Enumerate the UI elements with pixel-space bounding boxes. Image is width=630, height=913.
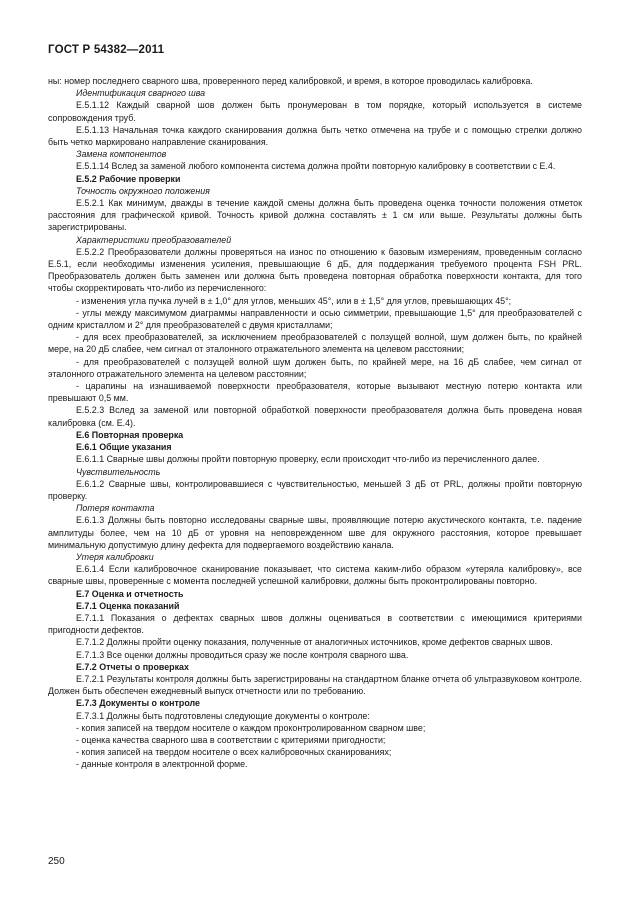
paragraph: Е.6.1.4 Если калибровочное сканирование показывает, что система каким-либо образом «утеряла калибровку», все сварные швы, проверенные с момента последней успешной калибровки, должны быть проконтролированы повторно. — [48, 564, 582, 587]
section-heading: Е.7.1 Оценка показаний — [76, 600, 180, 611]
paragraph: Е.5.2.3 Вслед за заменой или повторной обработкой поверхности преобразователя должна быть проведена новая калибровка (см. Е.4). — [48, 405, 582, 428]
paragraph: - для преобразователей с ползущей волной шум должен быть, по крайней мере, на 16 дБ слабее, чем сигнал от эталонного отражательного элемента на целевом расстоянии; — [48, 356, 582, 379]
section-heading: Е.6 Повторная проверка — [76, 429, 184, 440]
paragraph: Е.6.1.1 Сварные швы должны пройти повторную проверку, если происходит что-либо из перечисленного далее. — [76, 454, 540, 465]
paragraph: - для всех преобразователей, за исключением преобразователей с ползущей волной, шум должен быть, по крайней мере, на 20 дБ слабее, чем сигнал от эталонного отражательного элемента на целевом расстоянии; — [48, 332, 582, 355]
paragraph: Е.5.2.1 Как минимум, дважды в течение каждой смены должна быть проведена оценка точности положения отметок расстояния для графической кривой. Точность кривой должна составлять ± 1 см или выше. Результаты должны быть зарегистрированы. — [48, 198, 582, 233]
paragraph: - копия записей на твердом носителе о каждом проконтролированном сварном шве; — [76, 722, 426, 733]
subsection-title: Потеря контакта — [76, 503, 155, 514]
paragraph: Е.7.1.2 Должны пройти оценку показания, полученные от аналогичных источников, кроме дефектов сварных швов. — [76, 637, 553, 648]
paragraph: Е.5.1.12 Каждый сварной шов должен быть пронумерован в том порядке, который используется в системе сопровождения труб. — [48, 100, 582, 123]
section-heading: Е.5.2 Рабочие проверки — [76, 173, 181, 184]
paragraph: Е.7.1.3 Все оценки должны проводиться сразу же после контроля сварного шва. — [76, 649, 409, 660]
paragraph: - изменения угла пучка лучей в ± 1,0° для углов, меньших 45°, или в ± 1,5° для углов, превышающих 45°; — [76, 295, 512, 306]
page-header-title: ГОСТ Р 54382—2011 — [48, 44, 165, 56]
section-heading: Е.7.3 Документы о контроле — [76, 698, 200, 709]
paragraph: Е.5.2.2 Преобразователи должны проверяться на износ по отношению к базовым измерениям, проведенным согласно Е.5.1, если необходимы изменения усиления, превышающие 6 дБ, для поддержания требуемого процента FSH PRL. Преобразователь должен быть заменен или должна быть проведена повторная обработка поверхности контакта, для того чтобы скорректировать что-либо из перечисленного: — [48, 246, 582, 294]
paragraph: Е.7.3.1 Должны быть подготовлены следующие документы о контроле: — [76, 710, 370, 721]
subsection-title: Чувствительность — [76, 466, 161, 477]
paragraph: ны: номер последнего сварного шва, проверенного перед калибровкой, и время, в которое проводилась калибровка. — [48, 76, 533, 86]
paragraph: - копия записей на твердом носителе о всех калибровочных сканированиях; — [76, 747, 392, 758]
section-heading: Е.7 Оценка и отчетность — [76, 588, 184, 599]
document-body — [48, 75, 582, 771]
paragraph: - данные контроля в электронной форме. — [76, 759, 248, 770]
paragraph: - царапины на изнашиваемой поверхности преобразователя, которые вызывают местную потерю контакта или превышают 0,5 мм. — [48, 381, 582, 404]
paragraph: - углы между максимумом диаграммы направленности и осью симметрии, превышающие 1,5° для преобразователей с одним кристаллом и 2° для преобразователей с двумя кристаллами; — [48, 307, 582, 331]
paragraph: Е.5.1.14 Вслед за заменой любого компонента система должна пройти повторную калибровку в соответствии с Е.4. — [76, 161, 556, 172]
subsection-title: Точность окружного положения — [76, 185, 210, 196]
subsection-title: Замена компонентов — [76, 149, 167, 160]
subsection-title: Характеристики преобразователей — [76, 234, 232, 245]
paragraph: Е.6.1.3 Должны быть повторно исследованы сварные швы, проявляющие потерю акустического контакта, т.е. падение амплитуды более, чем на 10 дБ от уровня на неповрежденном шве для окружного расстояния, которое превышает минимальную допустимую длину дефекта для подвергаемого воздействию канала. — [48, 515, 582, 550]
subsection-title: Идентификация сварного шва — [76, 88, 206, 99]
section-heading: Е.6.1 Общие указания — [76, 442, 172, 453]
paragraph: Е.7.2.1 Результаты контроля должны быть зарегистрированы на стандартном бланке отчета об ультразвуковом контроле. Должен быть обеспечен ежедневный выпуск отчетности или по требованию. — [48, 673, 582, 697]
paragraph: Е.5.1.13 Начальная точка каждого сканирования должна быть четко отмечена на трубе и с помощью стрелки должно быть четко маркировано направление сканирования. — [48, 124, 582, 148]
paragraph: Е.7.1.1 Показания о дефектах сварных швов должны оцениваться в соответствии с имеющимися критериями пригодности дефектов. — [48, 612, 582, 636]
subsection-title: Утеря калибровки — [76, 551, 154, 562]
paragraph: - оценка качества сварного шва в соответствии с критериями пригодности; — [76, 734, 386, 745]
page-number: 250 — [48, 856, 65, 867]
section-heading: Е.7.2 Отчеты о проверках — [76, 661, 189, 672]
paragraph: Е.6.1.2 Сварные швы, контролировавшиеся с чувствительностью, меньшей 3 дБ от PRL, должны пройти повторную проверку. — [48, 478, 582, 501]
